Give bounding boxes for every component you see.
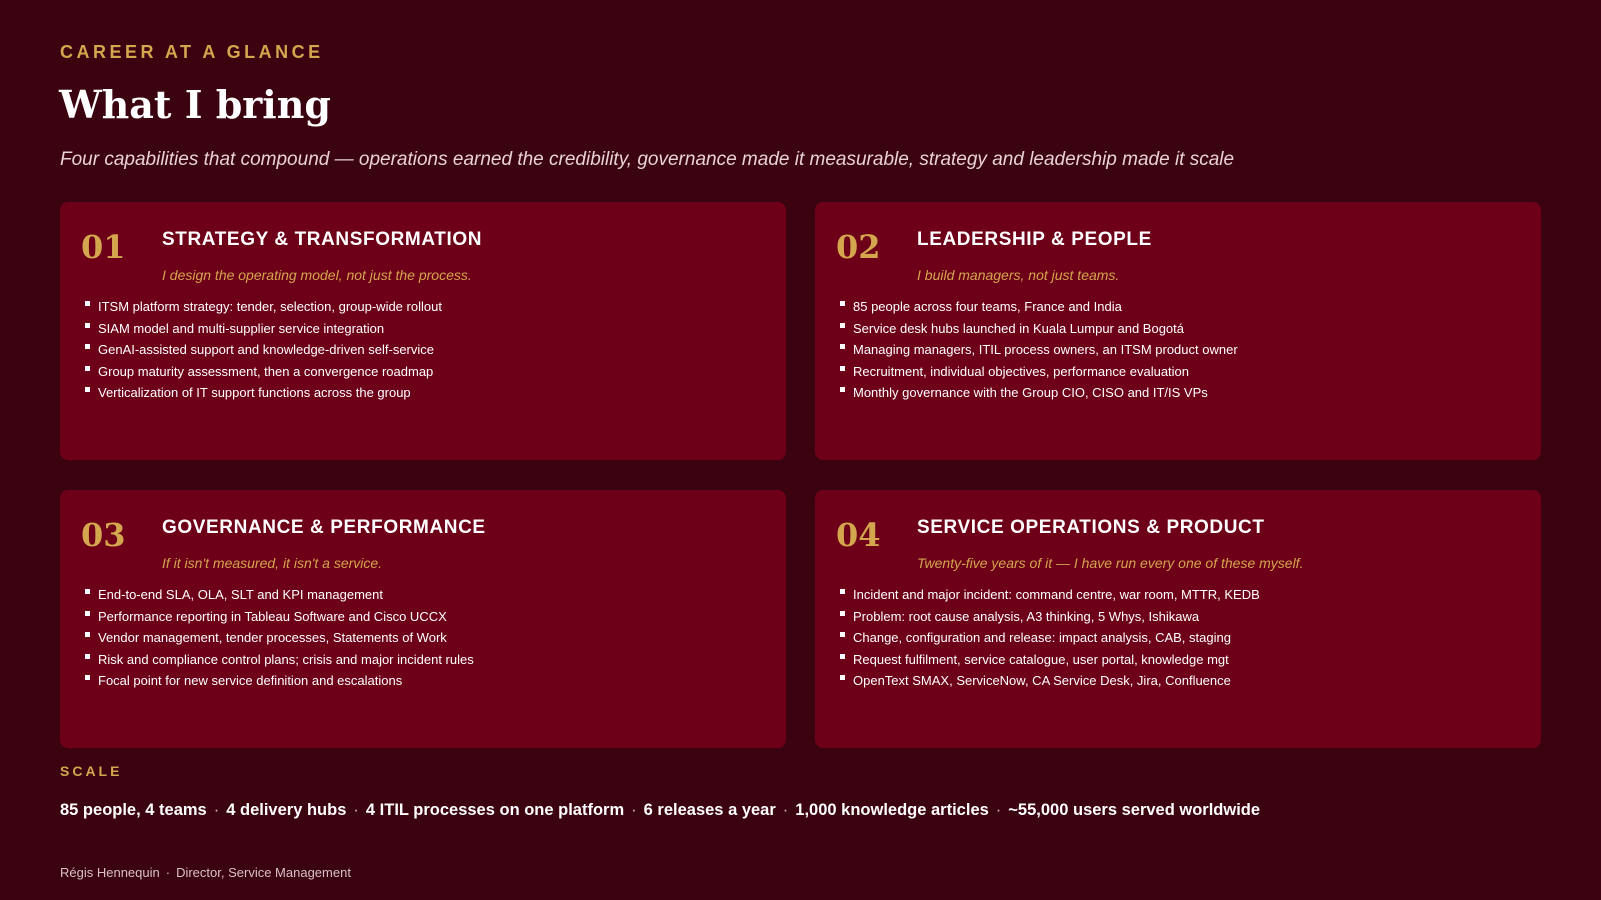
capabilities-grid: [60, 202, 1541, 748]
square-bullet-icon: [85, 654, 90, 659]
list-item: [840, 584, 1260, 606]
square-bullet-icon: [840, 387, 845, 392]
card-item-list: [85, 584, 474, 692]
list-item-text: Service desk hubs launched in Kuala Lumpur and Bogotá: [853, 320, 1184, 336]
square-bullet-icon: [85, 387, 90, 392]
list-item: [85, 339, 442, 361]
square-bullet-icon: [85, 366, 90, 371]
page-title: What I bring: [59, 82, 331, 127]
card-title: LEADERSHIP & PEOPLE: [917, 229, 1152, 250]
card-number: 03: [81, 516, 126, 554]
scale-item: 1,000 knowledge articles: [795, 801, 989, 819]
list-item: [85, 606, 474, 628]
list-item: [840, 670, 1260, 692]
square-bullet-icon: [85, 344, 90, 349]
list-item-text: Problem: root cause analysis, A3 thinking, 5 Whys, Ishikawa: [853, 608, 1200, 624]
list-item-text: Risk and compliance control plans; crisis and major incident rules: [98, 651, 474, 667]
card-tagline: Twenty-five years of it — I have run every one of these myself.: [917, 555, 1304, 571]
card-item-list: [840, 296, 1238, 404]
square-bullet-icon: [840, 675, 845, 680]
list-item-text: Recruitment, individual objectives, performance evaluation: [853, 363, 1190, 379]
square-bullet-icon: [85, 611, 90, 616]
list-item-text: OpenText SMAX, ServiceNow, CA Service Desk, Jira, Confluence: [853, 673, 1231, 688]
list-item: [840, 361, 1238, 383]
scale-separator: ·: [782, 801, 789, 819]
square-bullet-icon: [85, 675, 90, 680]
section-eyebrow: CAREER AT A GLANCE: [60, 42, 324, 62]
list-item-text: ITSM platform strategy: tender, selection, group-wide rollout: [98, 299, 442, 314]
list-item: [840, 382, 1238, 404]
square-bullet-icon: [840, 366, 845, 371]
square-bullet-icon: [85, 589, 90, 594]
square-bullet-icon: [840, 301, 845, 306]
square-bullet-icon: [85, 301, 90, 306]
list-item: [840, 339, 1238, 361]
capability-card-strategy: [60, 202, 786, 460]
list-item-text: 85 people across four teams, France and India: [853, 299, 1122, 314]
capability-card-operations: [815, 490, 1541, 748]
square-bullet-icon: [840, 611, 845, 616]
list-item-text: Monthly governance with the Group CIO, CISO and IT/IS VPs: [853, 385, 1208, 400]
card-number: 04: [836, 516, 881, 554]
list-item: [85, 670, 474, 692]
card-tagline: If it isn't measured, it isn't a service.: [162, 555, 383, 571]
list-item: [85, 361, 442, 383]
card-title: SERVICE OPERATIONS & PRODUCT: [917, 517, 1265, 538]
card-tagline: I design the operating model, not just the process.: [162, 267, 472, 283]
scale-summary: [60, 801, 1260, 820]
list-item-text: SIAM model and multi-supplier service integration: [98, 320, 385, 336]
list-item: [840, 318, 1238, 340]
list-item-text: End-to-end SLA, OLA, SLT and KPI management: [98, 587, 383, 602]
capability-card-governance: [60, 490, 786, 748]
scale-separator: ·: [213, 801, 220, 819]
card-item-list: [85, 296, 442, 404]
square-bullet-icon: [840, 323, 845, 328]
card-tagline: I build managers, not just teams.: [917, 267, 1120, 283]
author-name: Régis Hennequin: [60, 865, 160, 880]
scale-item: 6 releases a year: [643, 801, 776, 819]
scale-separator: ·: [353, 801, 359, 819]
card-number: 01: [81, 228, 126, 266]
scale-item: 4 delivery hubs: [226, 801, 347, 819]
card-title: STRATEGY & TRANSFORMATION: [162, 229, 483, 250]
scale-item: ~55,000 users served worldwide: [1008, 801, 1261, 819]
list-item-text: Managing managers, ITIL process owners, an ITSM product owner: [853, 342, 1238, 357]
scale-item: 4 ITIL processes on one platform: [365, 801, 625, 819]
list-item-text: GenAI-assisted support and knowledge-driven self-service: [98, 342, 435, 357]
list-item: [85, 318, 442, 340]
scale-item: 85 people, 4 teams: [60, 801, 207, 819]
square-bullet-icon: [840, 632, 845, 637]
square-bullet-icon: [840, 344, 845, 349]
square-bullet-icon: [85, 323, 90, 328]
square-bullet-icon: [840, 654, 845, 659]
list-item-text: Vendor management, tender processes, Statements of Work: [98, 630, 447, 645]
card-number: 02: [836, 228, 881, 266]
footer: [60, 865, 351, 880]
list-item-text: Focal point for new service definition and escalations: [98, 673, 403, 688]
card-item-list: [840, 584, 1260, 692]
list-item: [840, 627, 1260, 649]
scale-separator: ·: [631, 801, 637, 819]
list-item-text: Group maturity assessment, then a convergence roadmap: [98, 363, 434, 379]
square-bullet-icon: [840, 589, 845, 594]
capability-card-leadership: [815, 202, 1541, 460]
list-item: [85, 296, 442, 318]
list-item: [840, 649, 1260, 671]
list-item-text: Verticalization of IT support functions across the group: [98, 385, 411, 400]
page-subtitle: Four capabilities that compound — operations earned the credibility, governance made it measurable, strategy and leadership made it scale: [60, 149, 1235, 170]
list-item: [840, 606, 1260, 628]
card-title: GOVERNANCE & PERFORMANCE: [162, 517, 486, 538]
list-item-text: Change, configuration and release: impact analysis, CAB, staging: [853, 630, 1231, 645]
author-role: Director, Service Management: [176, 865, 351, 880]
footer-separator: ·: [165, 865, 171, 880]
list-item: [85, 627, 474, 649]
list-item-text: Incident and major incident: command centre, war room, MTTR, KEDB: [853, 587, 1260, 602]
scale-separator: ·: [995, 801, 1002, 819]
scale-label: SCALE: [60, 763, 123, 779]
list-item: [85, 584, 474, 606]
list-item: [85, 382, 442, 404]
list-item-text: Request fulfilment, service catalogue, user portal, knowledge mgt: [853, 651, 1229, 667]
list-item-text: Performance reporting in Tableau Software and Cisco UCCX: [98, 608, 447, 624]
list-item: [85, 649, 474, 671]
square-bullet-icon: [85, 632, 90, 637]
list-item: [840, 296, 1238, 318]
